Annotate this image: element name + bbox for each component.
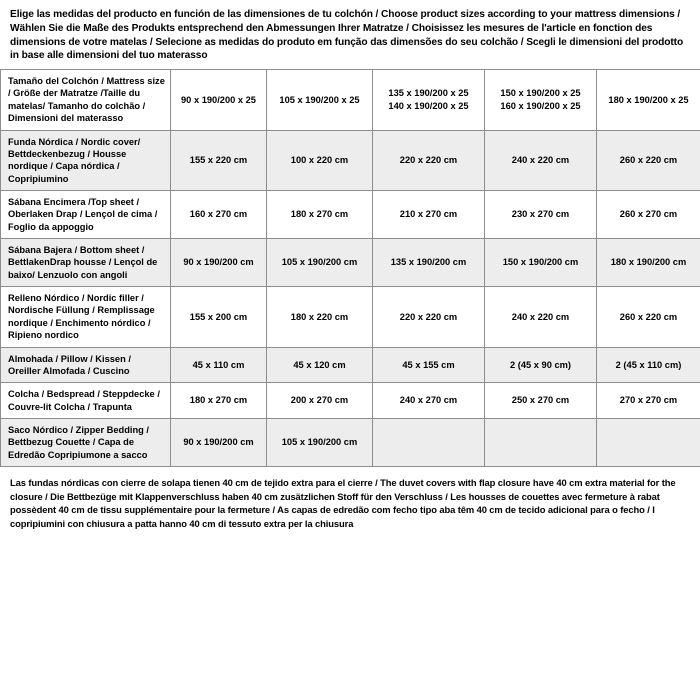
cell-bottom-sheet-1: 90 x 190/200 cm [171,239,267,287]
cell-top-sheet-5: 260 x 270 cm [597,190,700,238]
cell-nordic-filler-3: 220 x 220 cm [373,287,485,347]
table-header-row [1,70,700,130]
header-instructions: Elige las medidas del producto en función de las dimensiones de tu colchón / Choose product sizes according to your mattress dimensions / Wählen Sie die Maße des Produkts entsprechend den Abmessungen Ihrer Matratze / Choisissez les mesures de l'article en fonction des dimensions de votre matelas / Selecione as medidas do produto em função das dimensões do seu colchão / Scegli le dimensioni del prodotto in base alle dimensioni del tuo materasso [10,9,684,62]
cell-pillow-4: 2 (45 x 90 cm) [485,347,597,383]
table-row [1,383,700,419]
cell-duvet-cover-1: 155 x 220 cm [171,130,267,190]
row-label-bedspread: Colcha / Bedspread / Steppdecke / Couvre-lit Colcha / Trapunta [1,383,171,419]
cell-nordic-filler-5: 260 x 220 cm [597,287,700,347]
row-label-bottom-sheet: Sábana Bajera / Bottom sheet / BettlakenDrap housse / Lençol de baixo/ Lenzuolo con angoli [1,239,171,287]
table-row [1,347,700,383]
cell-bottom-sheet-3: 135 x 190/200 cm [373,239,485,287]
cell-zipper-bedding-3 [373,418,485,466]
cell-duvet-cover-2: 100 x 220 cm [267,130,373,190]
cell-nordic-filler-1: 155 x 200 cm [171,287,267,347]
footer-note: Las fundas nórdicas con cierre de solapa tienen 40 cm de tejido extra para el cierre / The duvet covers with flap closure have 40 cm extra material for the closure / Die Bettbezüge mit Klappenverschluss haben 40 cm zusätzlichen Stoff für den Verschluss / Les housses de couettes avec fermeture à rabat possèdent 40 cm de tissu supplémentaire pour la fermeture / As capas de edredão com fecho tipo aba têm 40 cm de tecido adicional para o fecho / I copripiumini con chiusura a patta hanno 40 cm di tessuto extra per la chiusura [10,477,676,529]
cell-pillow-5: 2 (45 x 110 cm) [597,347,700,383]
table-row [1,239,700,287]
cell-zipper-bedding-4 [485,418,597,466]
size-table [0,69,700,467]
cell-nordic-filler-2: 180 x 220 cm [267,287,373,347]
cell-bedspread-3: 240 x 270 cm [373,383,485,419]
cell-duvet-cover-4: 240 x 220 cm [485,130,597,190]
row-label-duvet-cover: Funda Nórdica / Nordic cover/ Bettdeckenbezug / Housse nordique / Capa nórdica / Copripiumino [1,130,171,190]
header-col-4 [485,70,597,130]
cell-zipper-bedding-1: 90 x 190/200 cm [171,418,267,466]
header-col-2 [267,70,373,130]
cell-duvet-cover-3: 220 x 220 cm [373,130,485,190]
cell-pillow-3: 45 x 155 cm [373,347,485,383]
header-col-1-line-1: 90 x 190/200 x 25 [181,94,256,105]
header-col-5-line-1: 180 x 190/200 x 25 [608,94,689,105]
cell-bottom-sheet-4: 150 x 190/200 cm [485,239,597,287]
row-label-top-sheet: Sábana Encimera /Top sheet / Oberlaken Drap / Lençol de cima / Foglio da appoggio [1,190,171,238]
cell-pillow-2: 45 x 120 cm [267,347,373,383]
header-col-2-line-1: 105 x 190/200 x 25 [279,94,360,105]
cell-duvet-cover-5: 260 x 220 cm [597,130,700,190]
cell-bedspread-2: 200 x 270 cm [267,383,373,419]
header-col-3-line-2: 140 x 190/200 x 25 [388,100,469,111]
cell-top-sheet-2: 180 x 270 cm [267,190,373,238]
table-row [1,130,700,190]
cell-nordic-filler-4: 240 x 220 cm [485,287,597,347]
cell-pillow-1: 45 x 110 cm [171,347,267,383]
header-col-4-line-2: 160 x 190/200 x 25 [500,100,581,111]
header-col-5 [597,70,700,130]
cell-zipper-bedding-5 [597,418,700,466]
header-col-4-line-1: 150 x 190/200 x 25 [500,88,581,99]
row-label-pillow: Almohada / Pillow / Kissen / Oreiller Almofada / Cuscino [1,347,171,383]
cell-bottom-sheet-2: 105 x 190/200 cm [267,239,373,287]
table-row [1,190,700,238]
cell-bedspread-4: 250 x 270 cm [485,383,597,419]
row-label-zipper-bedding: Saco Nórdico / Zipper Bedding / Bettbezug Couette / Capa de Edredão Copripiumone a sacco [1,418,171,466]
table-row [1,418,700,466]
cell-bottom-sheet-5: 180 x 190/200 cm [597,239,700,287]
header-col-3 [373,70,485,130]
cell-zipper-bedding-2: 105 x 190/200 cm [267,418,373,466]
header-col-1 [171,70,267,130]
cell-top-sheet-4: 230 x 270 cm [485,190,597,238]
cell-top-sheet-1: 160 x 270 cm [171,190,267,238]
header-col-3-line-1: 135 x 190/200 x 25 [388,88,469,99]
row-label-nordic-filler: Relleno Nórdico / Nordic filler / Nordische Füllung / Remplissage nordique / Enchimento nórdico / Ripieno nordico [1,287,171,347]
table-row [1,287,700,347]
header-label-mattress-size: Tamaño del Colchón / Mattress size / Größe der Matratze /Taille du matelas/ Tamanho do colchão / Dimensioni del materasso [1,70,171,130]
cell-top-sheet-3: 210 x 270 cm [373,190,485,238]
cell-bedspread-5: 270 x 270 cm [597,383,700,419]
cell-bedspread-1: 180 x 270 cm [171,383,267,419]
